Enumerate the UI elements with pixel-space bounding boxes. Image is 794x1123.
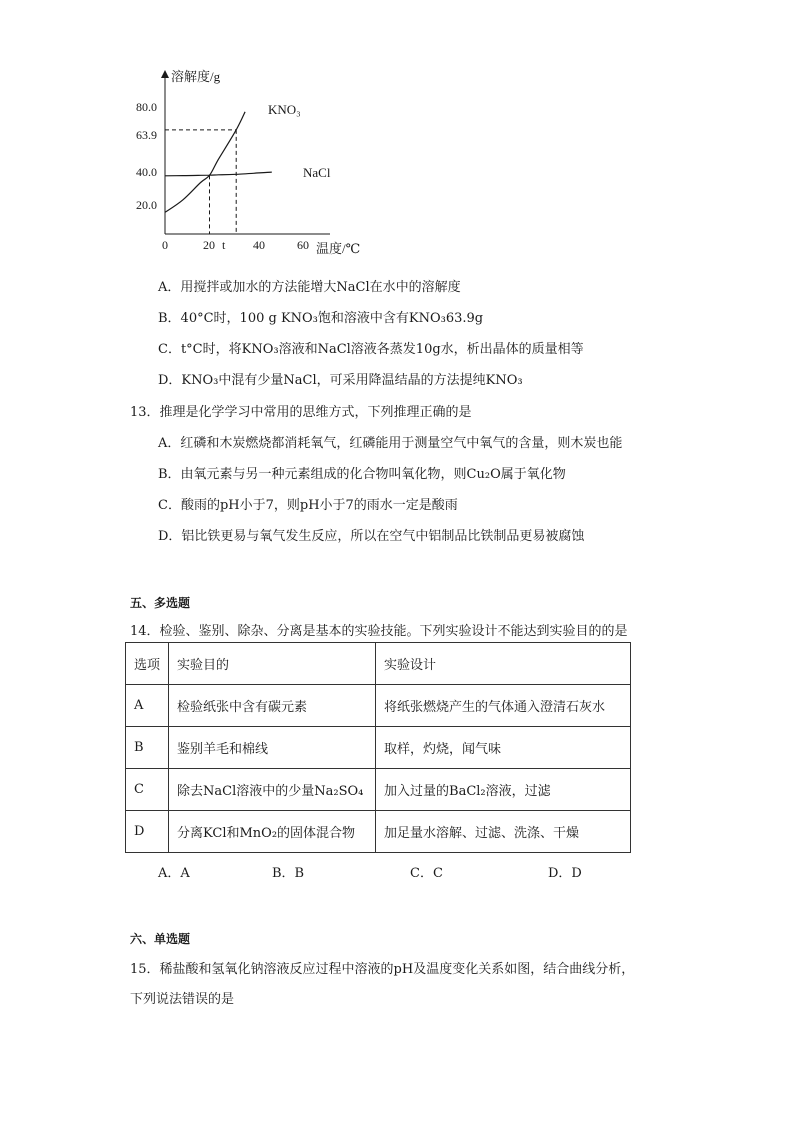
solubility-chart — [136, 62, 361, 262]
section-heading-multi-choice: 五、多选题 — [130, 596, 191, 610]
q13-option-c: C．酸雨的pH小于7，则pH小于7的雨水一定是酸雨 — [158, 498, 458, 513]
y-tick-label: 63.9 — [136, 128, 157, 142]
x-tick-label: 60 — [297, 238, 309, 252]
series-label-nacl: NaCl — [303, 165, 331, 180]
x-tick-label: 20 — [203, 238, 215, 252]
table-cell: 加入过量的BaCl₂溶液，过滤 — [376, 769, 631, 811]
table-cell: 加足量水溶解、过滤、洗涤、干燥 — [376, 811, 631, 853]
y-tick-label: 80.0 — [136, 100, 157, 114]
q12-option-a: A．用搅拌或加水的方法能增大NaCl在水中的溶解度 — [158, 280, 461, 295]
q12-option-c: C．t°C时，将KNO₃溶液和NaCl溶液各蒸发10g水，析出晶体的质量相等 — [158, 342, 584, 357]
q14-choice-b: B．B — [272, 866, 305, 881]
table-cell: 取样，灼烧，闻气味 — [376, 727, 631, 769]
q15-stem-line1: 15．稀盐酸和氢氧化钠溶液反应过程中溶液的pH及温度变化关系如图，结合曲线分析， — [130, 962, 635, 977]
table-cell: 鉴别羊毛和棉线 — [169, 727, 376, 769]
q14-choice-a: A．A — [158, 866, 190, 881]
q14-stem: 14．检验、鉴别、除杂、分离是基本的实验技能。下列实验设计不能达到实验目的的是 — [130, 624, 628, 639]
table-row — [126, 685, 631, 727]
y-axis-label: 溶解度/g — [171, 69, 221, 84]
table-cell: D — [126, 811, 169, 853]
y-tick-label: 20.0 — [136, 198, 157, 212]
table-cell: 检验纸张中含有碳元素 — [169, 685, 376, 727]
q15-stem-line2: 下列说法错误的是 — [130, 992, 235, 1007]
table-cell: C — [126, 769, 169, 811]
series-line-nacl — [165, 172, 272, 176]
table-row — [126, 727, 631, 769]
x-tick-label: 40 — [253, 238, 265, 252]
header-cell: 实验设计 — [376, 643, 631, 685]
table-row — [126, 811, 631, 853]
table-cell: 分离KCl和MnO₂的固体混合物 — [169, 811, 376, 853]
q13-option-b: B．由氧元素与另一种元素组成的化合物叫氧化物，则Cu₂O属于氧化物 — [158, 467, 566, 482]
q13-stem: 13．推理是化学学习中常用的思维方式，下列推理正确的是 — [130, 405, 472, 420]
q14-experiment-table — [125, 642, 631, 853]
q13-option-d: D．铝比铁更易与氧气发生反应，所以在空气中铝制品比铁制品更易被腐蚀 — [158, 529, 585, 544]
header-cell: 选项 — [126, 643, 169, 685]
table-row — [126, 769, 631, 811]
header-cell: 实验目的 — [169, 643, 376, 685]
x-axis-label: 温度/℃ — [316, 241, 361, 256]
series-label-kno3: KNO₃ — [268, 102, 301, 117]
q13-option-a: A．红磷和木炭燃烧都消耗氧气，红磷能用于测量空气中氧气的含量，则木炭也能 — [158, 436, 623, 451]
table-cell: B — [126, 727, 169, 769]
y-tick-label: 40.0 — [136, 165, 157, 179]
table-cell: 将纸张燃烧产生的气体通入澄清石灰水 — [376, 685, 631, 727]
section-heading-single-choice: 六、单选题 — [130, 932, 191, 946]
q14-choice-c: C．C — [410, 866, 443, 881]
series-line-kno3 — [165, 112, 245, 213]
q12-option-b: B．40°C时，100 g KNO₃饱和溶液中含有KNO₃63.9g — [158, 311, 484, 326]
q14-choice-d: D．D — [548, 866, 582, 881]
x-tick-label: 0 — [162, 238, 168, 252]
table-cell: A — [126, 685, 169, 727]
table-header-row — [126, 643, 631, 685]
x-tick-label: t — [222, 238, 226, 252]
q12-option-d: D．KNO₃中混有少量NaCl，可采用降温结晶的方法提纯KNO₃ — [158, 373, 523, 388]
table-cell: 除去NaCl溶液中的少量Na₂SO₄ — [169, 769, 376, 811]
